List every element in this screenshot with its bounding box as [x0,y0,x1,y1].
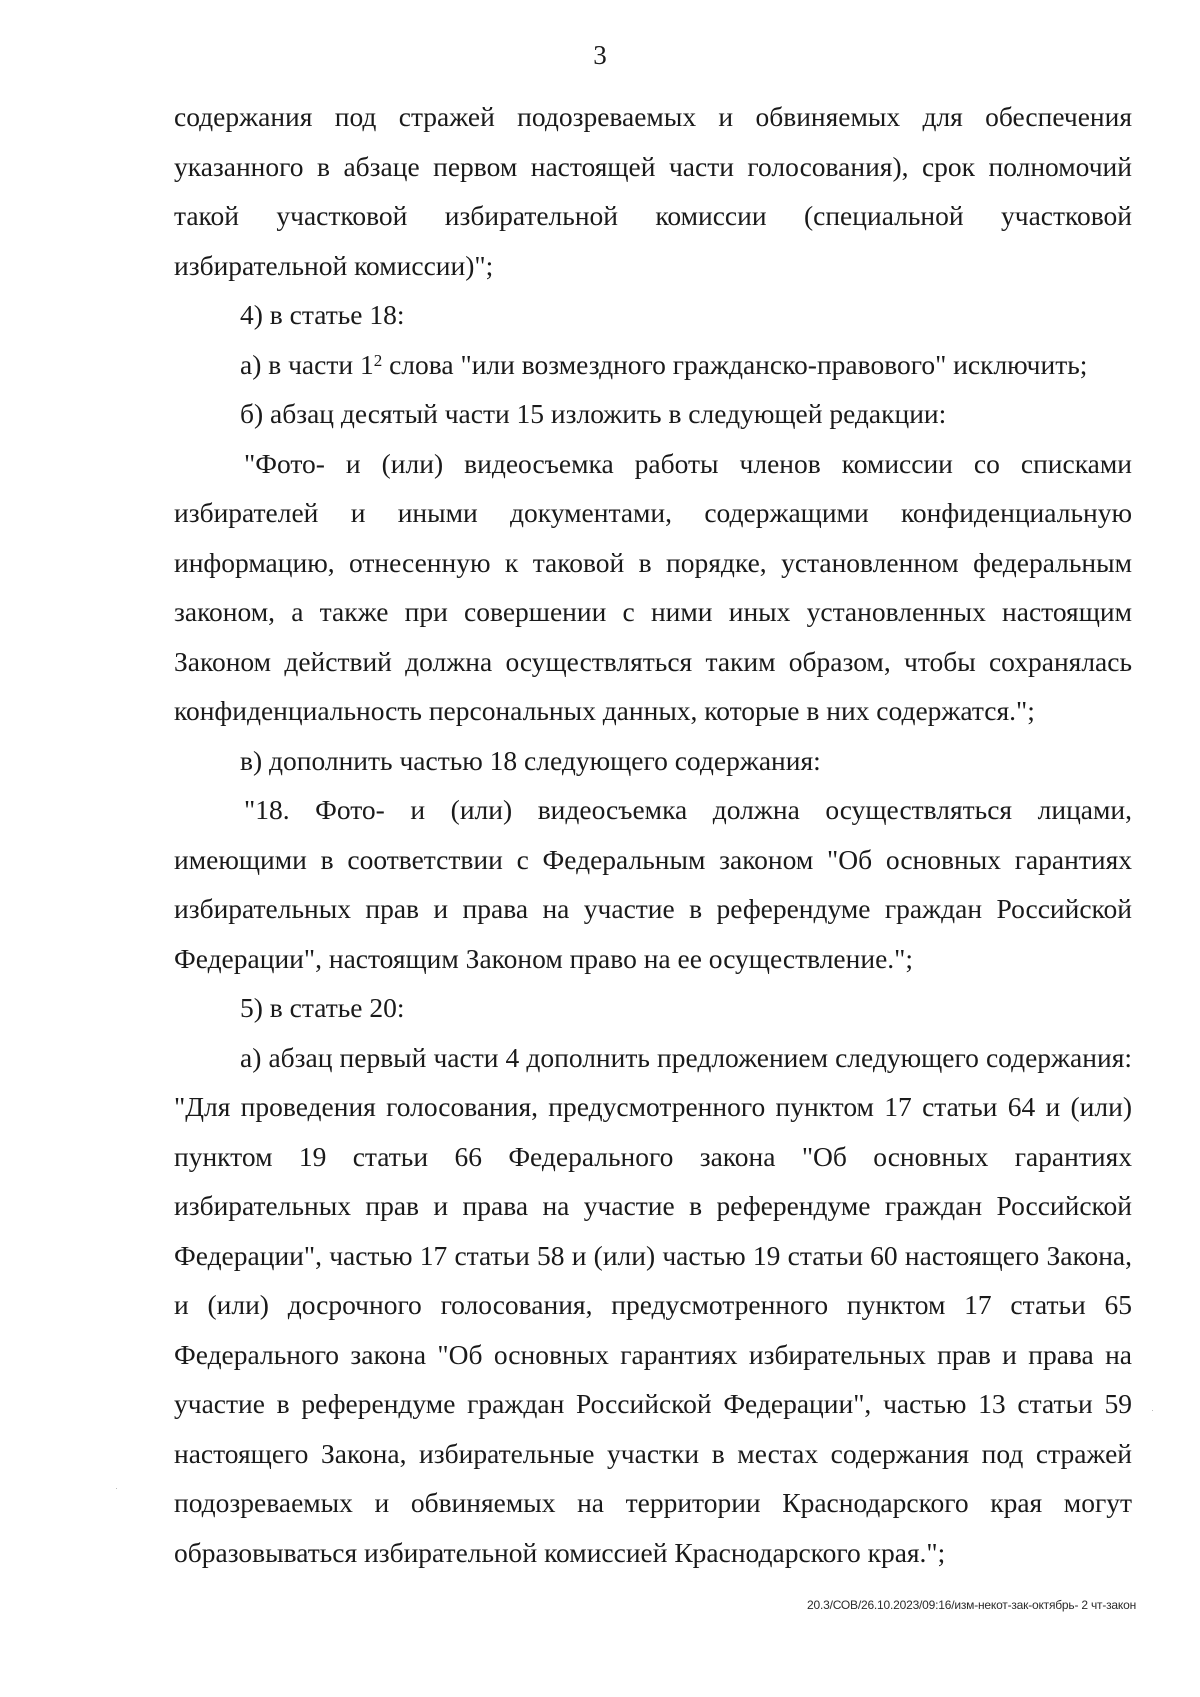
paragraph-item-5a: а) абзац первый части 4 дополнить предложением следующего содержания: "Для проведения голосования, предусмотренного пунктом 17 статьи 64 и (или) пунктом 19 статьи 66 Федерального закона "Об основных гарантиях избирательных прав и права на участие в референдуме граждан Российской Федерации", частью 17 статьи 58 и (или) частью 19 статьи 60 настоящего Закона, и (или) досрочного голосования, предусмотренного пунктом 17 статьи 65 Федерального закона "Об основных гарантиях избирательных прав и права на участие в референдуме граждан Российской Федерации", частью 13 статьи 59 настоящего Закона, избирательные участки в местах содержания под стражей подозреваемых и обвиняемых на территории Краснодарского края могут образовываться избирательной комиссией Краснодарского края."; [174,1041,1132,1568]
paragraph-item-4: 4) в статье 18: [240,299,405,330]
paragraph-continuation: содержания под стражей подозреваемых и обвиняемых для обеспечения указанного в абзаце первом настоящей части голосования), срок полномочий такой участковой избирательной комиссии (специальной участковой избирательной комиссии)"; [174,101,1132,281]
paragraph-item-4a [174,340,1132,390]
scan-speck [1152,1410,1153,1411]
paragraph-item-4a-start: а) в части 1 [240,348,374,380]
paragraph-item-5: 5) в статье 20: [240,992,405,1023]
superscript-number: 2 [373,350,383,370]
quoted-paragraph-part-18: "18. Фото- и (или) видеосъемка должна осуществляться лицами, имеющими в соответствии с Федеральным законом "Об основных гарантиях избирательных прав и права на участие в референдуме граждан Российской Федерации", настоящим Законом право на ее осуществление."; [174,794,1132,974]
paragraph-item-4b: б) абзац десятый части 15 изложить в следующей редакции: [240,398,947,429]
document-body [174,92,1132,1577]
scan-speck [116,1488,117,1489]
paragraph-item-4v: в) дополнить частью 18 следующего содержания: [240,744,821,776]
quoted-paragraph-photo-video: "Фото- и (или) видеосъемка работы членов комиссии со списками избирателей и иными документами, содержащими конфиденциальную информацию, отнесенную к таковой в порядке, установленном федеральным законом, а также при совершении с ними иных установленных настоящим Законом действий должна осуществляться таким образом, чтобы сохранялась конфиденциальность персональных данных, которые в них содержатся."; [174,447,1132,726]
document-footer-code: 20.3/СОВ/26.10.2023/09:16/изм-некот-зак-октябрь- 2 чт-закон [807,1598,1136,1612]
paragraph-item-4a-end: слова "или возмездного гражданско-правового" исключить; [382,348,1088,380]
page-number: 3 [593,40,607,70]
